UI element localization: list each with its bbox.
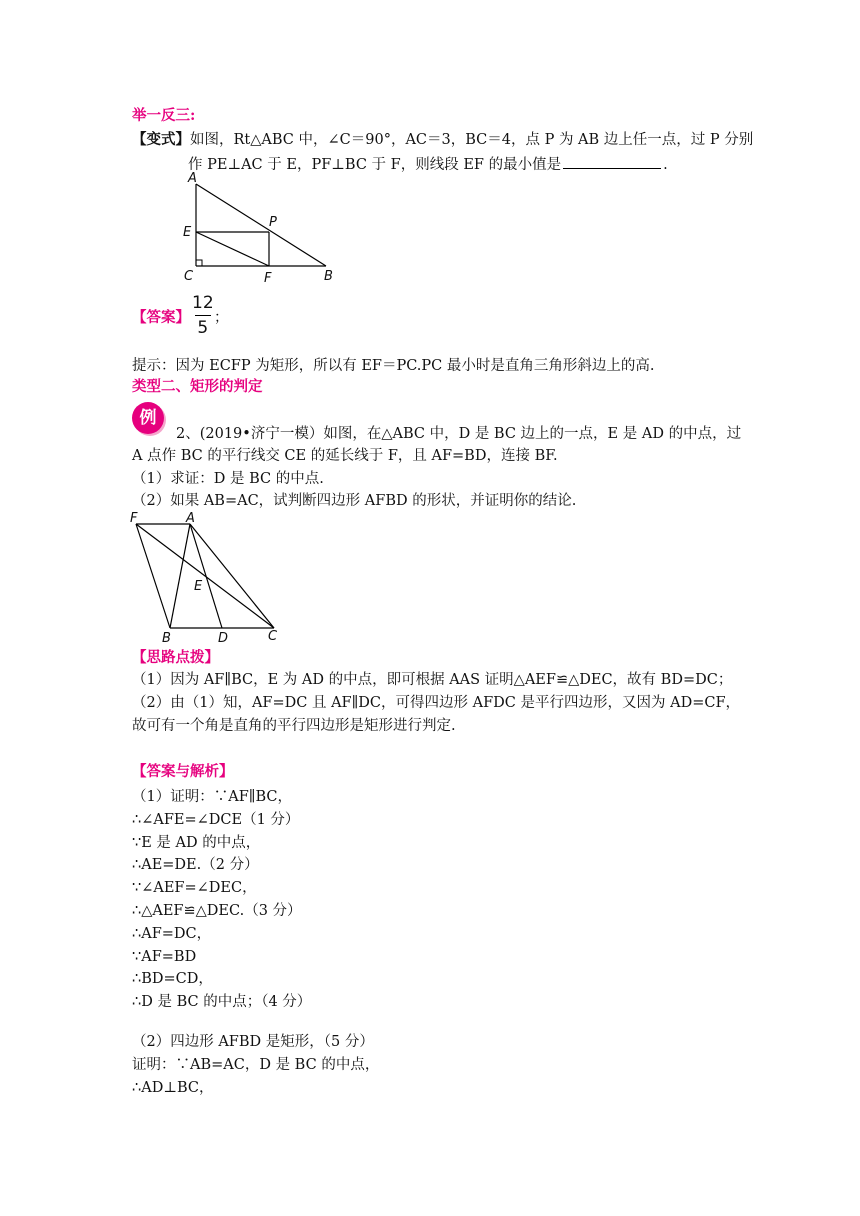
answer-fraction bbox=[192, 293, 214, 338]
label-a2: A bbox=[186, 511, 195, 526]
solution-line: （2）四边形 AFBD 是矩形，（5 分） bbox=[132, 1034, 374, 1050]
answer-denominator: 5 bbox=[197, 318, 209, 338]
problem-line-2: A 点作 BC 的平行线交 CE 的延长线于 F，且 AF=BD，连接 BF. bbox=[132, 448, 558, 464]
answer-blank bbox=[563, 154, 661, 169]
approach-label: 【思路点拨】 bbox=[132, 649, 219, 666]
solution-part1 bbox=[132, 786, 311, 1014]
label-f: F bbox=[264, 271, 272, 286]
section-heading-type2: 类型二、矩形的判定 bbox=[132, 378, 263, 395]
solution-line: （1）证明：∵AF∥BC， bbox=[132, 789, 292, 805]
label-a: A bbox=[188, 171, 197, 186]
variant-line-1 bbox=[132, 130, 753, 150]
question-1: （1）求证：D 是 BC 的中点. bbox=[132, 471, 324, 487]
solution-line: 证明：∵AB=AC，D 是 BC 的中点， bbox=[132, 1056, 380, 1073]
label-b: B bbox=[324, 269, 333, 284]
label-e: E bbox=[183, 225, 192, 240]
question-2: （2）如果 AB=AC，试判断四边形 AFBD 的形状，并证明你的结论. bbox=[132, 493, 577, 509]
solution-line: ∴△AEF≌△DEC.（3 分） bbox=[132, 902, 302, 919]
solution-line: ∴AD⊥BC， bbox=[132, 1079, 214, 1096]
solution-part2 bbox=[132, 1031, 379, 1099]
section-heading-extension: 举一反三: bbox=[132, 107, 196, 124]
answer-numerator: 12 bbox=[192, 293, 214, 313]
solution-line: ∴AE=DE.（2 分） bbox=[132, 857, 259, 874]
label-p: P bbox=[269, 215, 277, 230]
label-c2: C bbox=[268, 629, 278, 644]
solution-line: ∴D 是 BC 的中点；（4 分） bbox=[132, 994, 312, 1011]
solution-line: ∴∠AFE=∠DCE（1 分） bbox=[132, 811, 300, 828]
solution-line: ∵AF=BD bbox=[132, 948, 197, 965]
approach-2-line-1: （2）由（1）知，AF=DC 且 AF∥DC，可得四边形 AFDC 是平行四边形，又因为 AD=CF， bbox=[132, 695, 740, 711]
fraction-bar bbox=[195, 315, 211, 316]
solution-line: ∵∠AEF=∠DEC， bbox=[132, 880, 257, 897]
label-d2: D bbox=[218, 631, 229, 646]
figure-quadrilateral bbox=[124, 510, 284, 646]
figure-right-triangle bbox=[176, 170, 346, 290]
approach-1: （1）因为 AF∥BC，E 为 AD 的中点，即可根据 AAS 证明△AEF≌△DEC，故有 BD=DC； bbox=[132, 672, 733, 688]
label-b2: B bbox=[162, 631, 171, 646]
variant-text-2: 作 PE⊥AC 于 E，PF⊥BC 于 F，则线段 EF 的最小值是 bbox=[188, 157, 562, 173]
solution-line: ∴AF=DC， bbox=[132, 925, 212, 942]
variant-text-1: 如图，Rt△ABC 中，∠C＝90°，AC＝3，BC＝4，点 P 为 AB 边上任一点，过 P 分别 bbox=[190, 132, 754, 148]
label-f2: F bbox=[130, 511, 138, 526]
solution-line: ∵E 是 AD 的中点， bbox=[132, 834, 261, 851]
solution-line: ∴BD=CD， bbox=[132, 971, 213, 988]
label-e2: E bbox=[194, 579, 203, 594]
hint-text: 提示：因为 ECFP 为矩形，所以有 EF＝PC.PC 最小时是直角三角形斜边上的高. bbox=[132, 358, 655, 374]
solution-label: 【答案与解析】 bbox=[132, 763, 234, 780]
approach-2-line-2: 故可有一个角是直角的平行四边形是矩形进行判定. bbox=[132, 718, 456, 734]
answer-label: 【答案】 bbox=[132, 309, 190, 326]
problem-line-1: 2、(2019•济宁一模）如图，在△ABC 中，D 是 BC 边上的一点，E 是 AD 的中点，过 bbox=[176, 426, 742, 442]
answer-suffix: ； bbox=[214, 310, 229, 326]
variant-text-2-end: . bbox=[663, 157, 668, 173]
example-badge: 例 bbox=[132, 402, 164, 434]
label-c: C bbox=[184, 269, 194, 284]
variant-label: 【变式】 bbox=[132, 131, 190, 148]
